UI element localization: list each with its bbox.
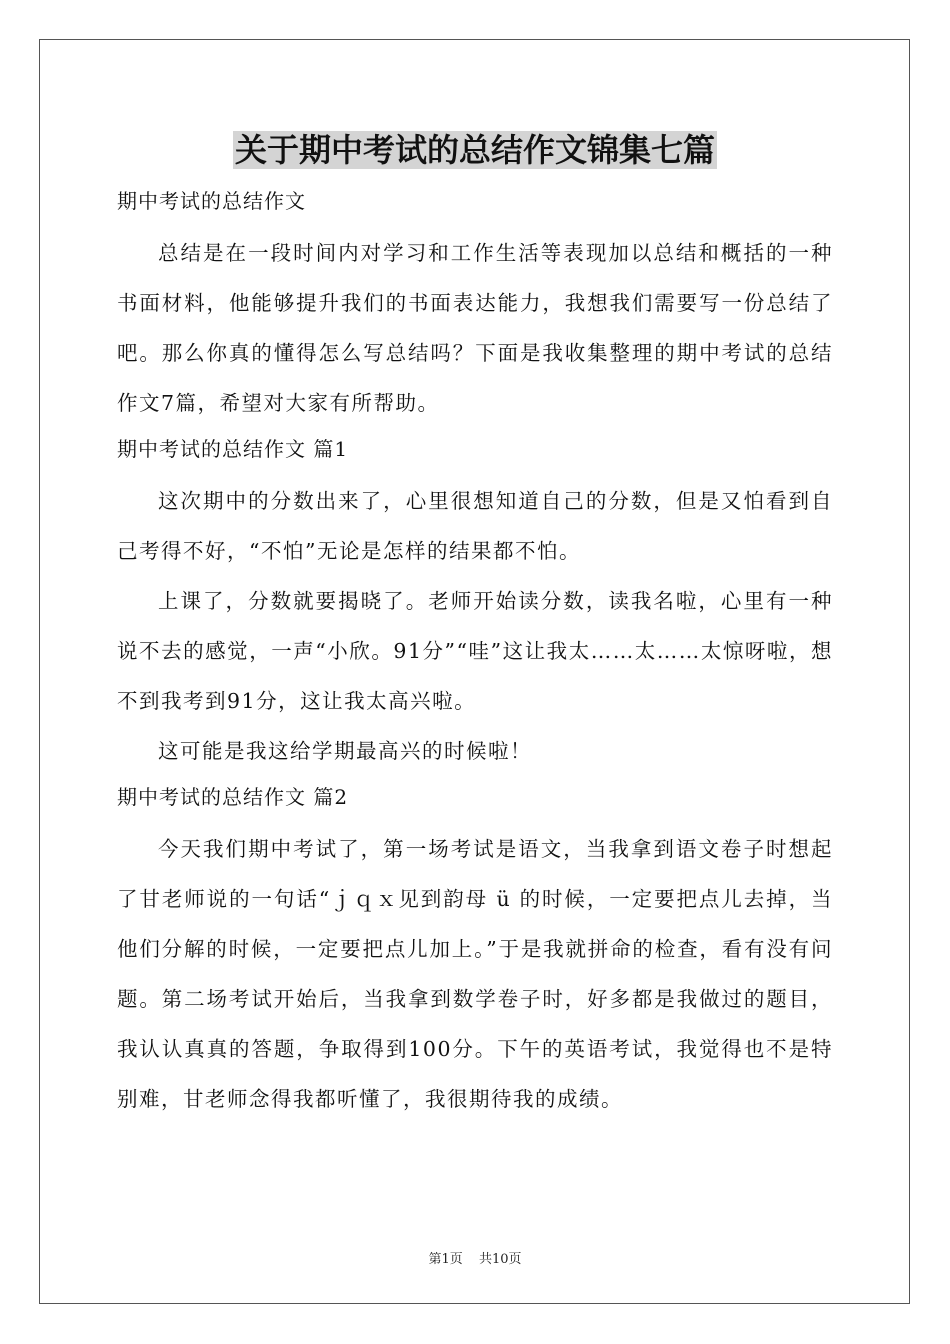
section-heading-1: 期中考试的总结作文 篇1 [117,437,349,461]
document-title [117,128,833,172]
page-number: 第1页 [428,1252,463,1267]
page-footer [0,1248,950,1267]
subtitle: 期中考试的总结作文 [117,189,306,213]
section-heading-2: 期中考试的总结作文 篇2 [117,785,349,809]
section-2-paragraph-1: 今天我们期中考试了，第一场考试是语文，当我拿到语文卷子时想起了甘老师说的一句话“ｊｑｘ见到韵母 ü 的时候，一定要把点儿去掉，当他们分解的时候，一定要把点儿加上。”于是我就拼命的检查，看有没有问题。第二场考试开始后，当我拿到数学卷子时，好多都是我做过的题目，我认认真真的答题，争取得到100分。下午的英语考试，我觉得也不是特别难，甘老师念得我都听懂了，我很期待我的成绩。 [117,837,833,1111]
section-1-paragraph-3: 这可能是我这给学期最高兴的时候啦！ [158,739,532,763]
section-1-paragraph-1: 这次期中的分数出来了，心里很想知道自己的分数，但是又怕看到自己考得不好，“不怕”无论是怎样的结果都不怕。 [117,489,833,563]
section-1-paragraph-2: 上课了，分数就要揭晓了。老师开始读分数，读我名啦，心里有一种说不去的感觉，一声“小欣。91分”“哇”这让我太……太……太惊呀啦，想不到我考到91分，这让我太高兴啦。 [117,589,833,713]
document-body [117,128,833,1124]
page-total: 共10页 [478,1252,522,1267]
intro-paragraph: 总结是在一段时间内对学习和工作生活等表现加以总结和概括的一种书面材料，他能够提升我们的书面表达能力，我想我们需要写一份总结了吧。那么你真的懂得怎么写总结吗？下面是我收集整理的期中考试的总结作文7篇，希望对大家有所帮助。 [117,241,833,415]
title-text: 关于期中考试的总结作文锦集七篇 [234,131,715,169]
